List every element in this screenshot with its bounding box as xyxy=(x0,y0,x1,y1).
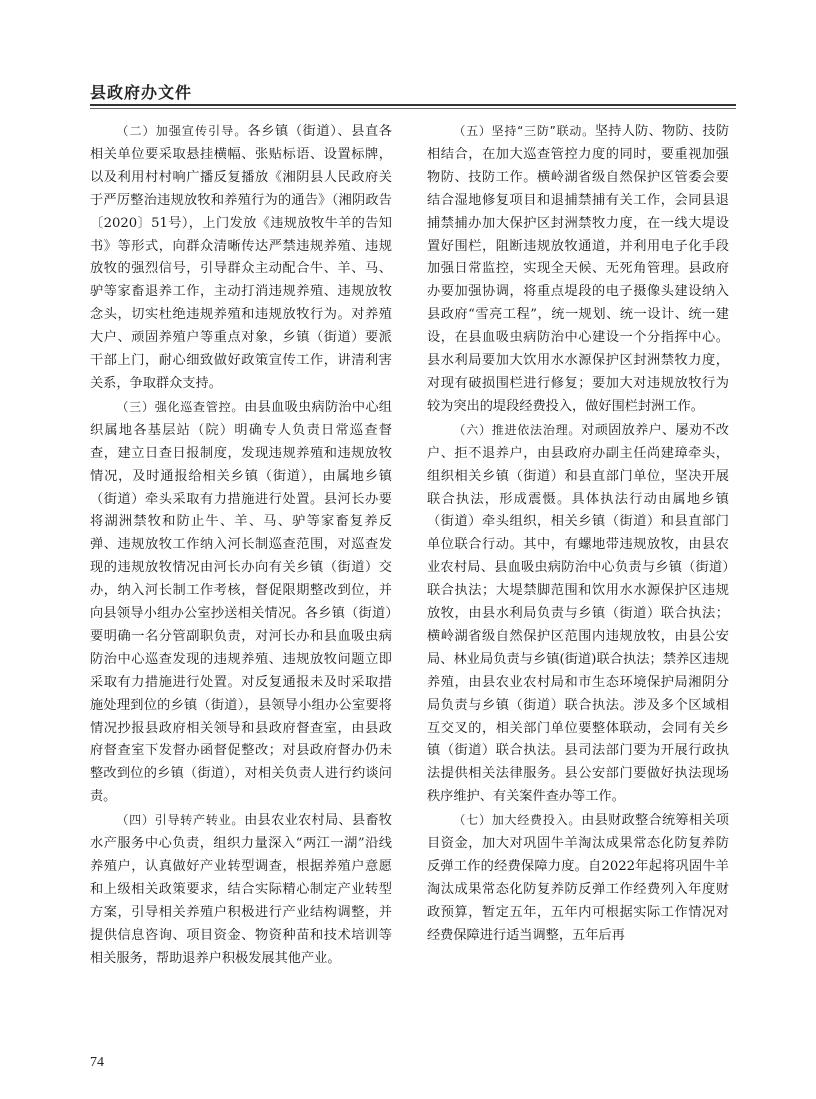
section-lead: （二）加强宣传引导。 xyxy=(116,124,248,138)
section-lead: （四）引导转产转业。 xyxy=(116,813,245,828)
paragraph-transition xyxy=(90,809,392,970)
section-lead: （五）坚持“三防”联动。 xyxy=(453,124,595,138)
header-rule xyxy=(90,104,736,106)
paragraph-text: 各乡镇（街道）、县直各相关单位要采取悬挂横幅、张贴标语、设置标牌，以及利用村村响广播反复播放《湘阴县人民政府关于严厉整治违规放牧和养殖行为的通告》（湘阴政告〔2020〕51号），上门发放《违规放牧牛羊的告知书》等形式，向群众清晰传达严禁违规养殖、违规放牧的强烈信号，引导群众主动配合牛、羊、马、驴等家畜退养工作，主动打消违规养殖、违规放牧念头，切实杜绝违规养殖和违规放牧行为。对养殖大户、顽固养殖户等重点对象，乡镇（街道）要派干部上门，耐心细致做好政策宣传工作，讲清利害关系，争取群众支持。 xyxy=(90,124,392,391)
left-column xyxy=(90,120,392,971)
section-lead: （三）强化巡查管控。 xyxy=(116,399,245,414)
paragraph-publicity xyxy=(90,120,392,396)
page-number: 74 xyxy=(90,1055,104,1070)
paragraph-three-defenses xyxy=(427,120,729,419)
paragraph-funding xyxy=(427,809,729,947)
right-column xyxy=(427,120,729,948)
paragraph-text: 坚持人防、物防、技防相结合，在加大巡查管控力度的同时，要重视加强物防、技防工作。横岭湖省级自然保护区管委会要结合湿地修复项目和退捕禁捕有关工作，会同县退捕禁捕办加大保护区封洲禁牧力度，在一线大堤设置好围栏，阻断违规放牧通道，并利用电子化手段加强日常监控，实现全天候、无死角管理。县政府办要加强协调，将重点堤段的电子摄像头建设纳入县政府“雪亮工程”，统一规划、统一设计、统一建设，在县血吸虫病防治中心建设一个分指挥中心。县水利局要加大饮用水水源保护区封洲禁牧力度，对现有破损围栏进行修复；要加大对违规放牧行为较为突出的堤段经费投入，做好围栏封洲工作。 xyxy=(427,124,730,414)
section-lead: （六）推进依法治理。 xyxy=(453,422,582,437)
paragraph-legal-governance xyxy=(427,419,729,809)
section-lead: （七）加大经费投入。 xyxy=(453,813,582,828)
paragraph-text: 对顽固放养户、屡劝不改户、拒不退养户，由县政府办副主任尚建璋牵头，组织相关乡镇（街道）和县直部门单位，坚决开展联合执法，形成震慑。具体执法行动由属地乡镇（街道）牵头组织，相关乡镇（街道）和县直部门单位联合行动。其中，有螺地带违规放牧，由县农业农村局、县血吸虫病防治中心负责与乡镇（街道）联合执法；大堤禁脚范围和饮用水水源保护区违规放牧，由县水利局负责与乡镇（街道）联合执法；横岭湖省级自然保护区范围内违规放牧，由县公安局、林业局负责与乡镇(街道)联合执法；禁养区违规养殖，由县农业农村局和市生态环境保护局湘阴分局负责与乡镇（街道）联合执法。涉及多个区域相互交叉的，相关部门单位要整体联动，会同有关乡镇（街道）联合执法。县司法部门要为开展行政执法提供相关法律服务。县公安部门要做好执法现场秩序维护、有关案件查办等工作。 xyxy=(427,422,729,805)
header-rule-thin xyxy=(90,108,736,109)
paragraph-text: 由县血吸虫病防治中心组织属地各基层站（院）明确专人负责日常巡查督查，建立日查日报制度，发现违规养殖和违规放牧情况，及时通报给相关乡镇（街道），由属地乡镇（街道）牵头采取有力措施进行处置。县河长办要将湖洲禁牧和防止牛、羊、马、驴等家畜复养反弹、违规放牧工作纳入河长制巡查范围，对巡查发现的违规放牧情况由河长办向有关乡镇（街道）交办，纳入河长制工作考核，督促限期整改到位，并向县领导小组办公室抄送相关情况。各乡镇（街道）要明确一名分管副职负责，对河长办和县血吸虫病防治中心巡查发现的违规养殖、违规放牧问题立即采取有力措施进行处置。对反复通报未及时采取措施处理到位的乡镇（街道），县领导小组办公室要将情况抄报县政府相关领导和县政府督查室，由县政府督查室下发督办函督促整改；对县政府督办仍未整改到位的乡镇（街道），对相关负责人进行约谈问责。 xyxy=(90,399,392,805)
document-header-title: 县政府办文件 xyxy=(90,83,193,102)
paragraph-text: 由县农业农村局、县畜牧水产服务中心负责，组织力量深入“两江一湖”沿线养殖户，认真做好产业转型调查，根据养殖户意愿和上级相关政策要求，结合实际精心制定产业转型方案，引导相关养殖户积极进行产业结构调整，并提供信息咨询、项目资金、物资种苗和技术培训等相关服务，帮助退养户积极发展其他产业。 xyxy=(90,813,392,966)
paragraph-text: 由县财政整合统筹相关项目资金，加大对巩固牛羊淘汰成果常态化防复养防反弹工作的经费保障力度。自2022年起将巩固牛羊淘汰成果常态化防复养防反弹工作经费列入年度财政预算，暂定五年，五年内可根据实际工作情况对经费保障进行适当调整，五年后再 xyxy=(427,813,729,943)
paragraph-patrol xyxy=(90,396,392,809)
